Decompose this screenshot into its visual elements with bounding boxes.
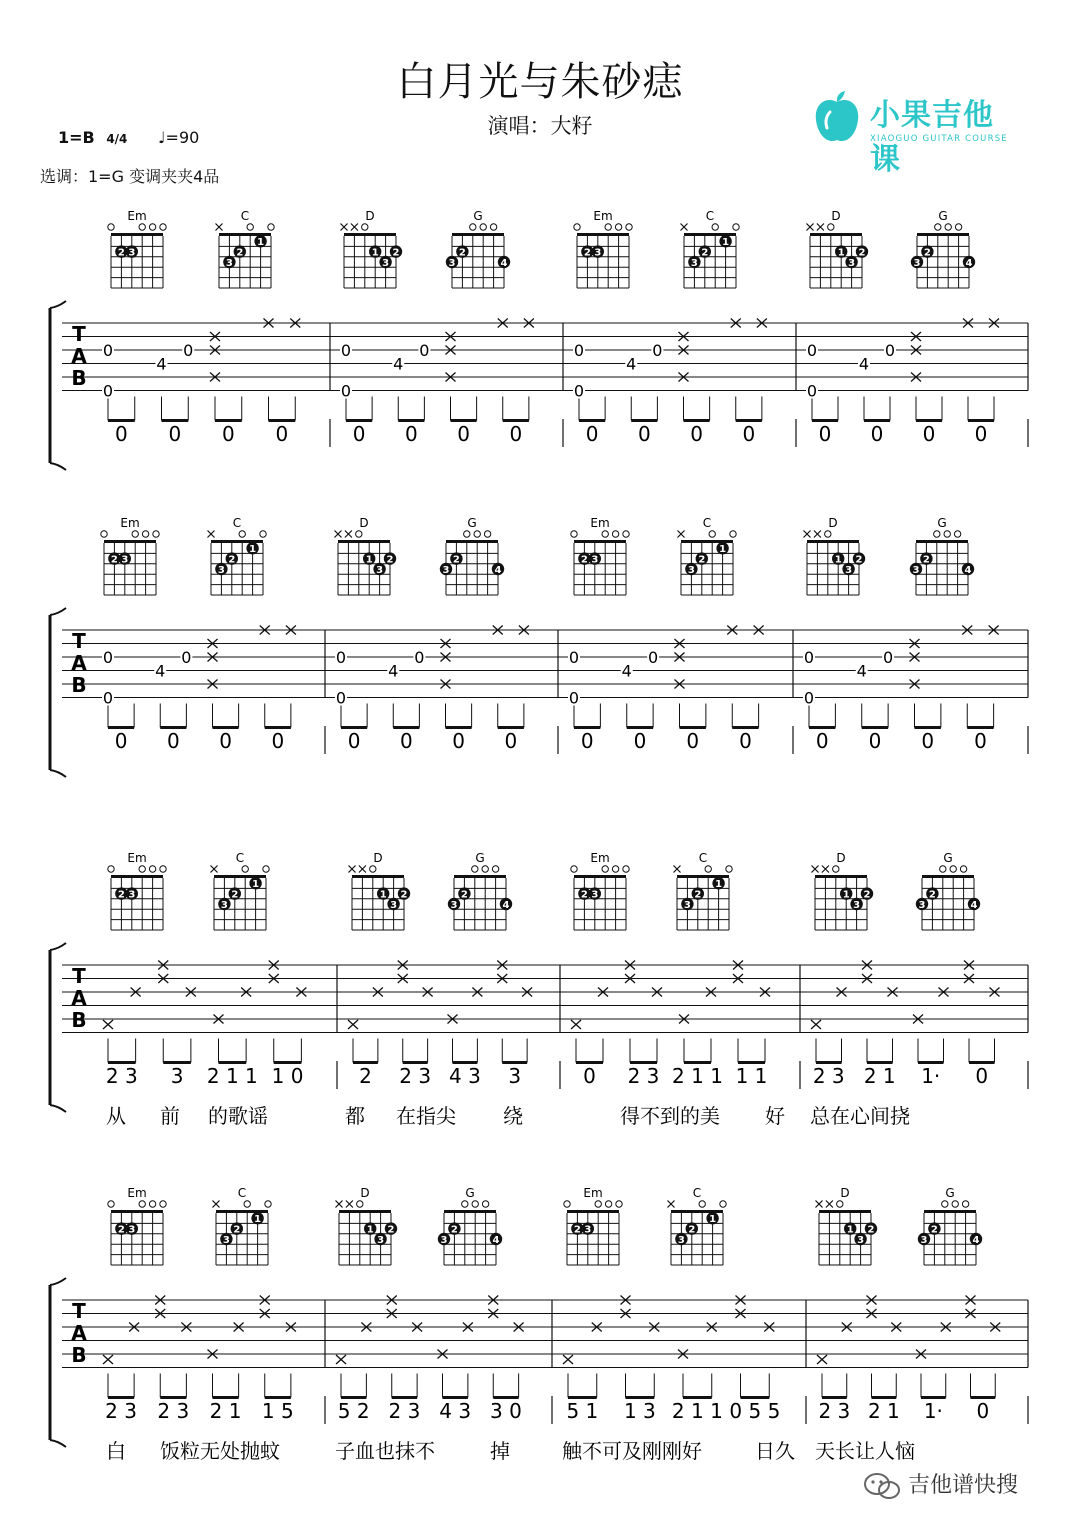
lyric-word: 总在心间挠 <box>810 1104 910 1128</box>
chord-diagram-c <box>668 1186 727 1265</box>
tab-system <box>50 851 1028 1128</box>
svg-text:2: 2 <box>688 1224 696 1236</box>
svg-text:3: 3 <box>845 565 853 576</box>
lyric-word: 绕 <box>503 1104 523 1128</box>
numbered-note: 0 <box>452 729 465 753</box>
tempo-value: =90 <box>165 128 200 147</box>
chord-name: D <box>828 516 838 530</box>
numbered-note: 0 <box>686 729 700 753</box>
numbered-note: 0 <box>509 422 523 446</box>
chord-diagram-em <box>571 516 629 595</box>
svg-text:1: 1 <box>254 1214 262 1226</box>
chord-diagram-d <box>807 209 869 288</box>
numbered-note: 5 1 <box>566 1399 599 1423</box>
tab-fret-number: 0 <box>884 341 896 360</box>
numbered-note: 1· <box>921 1064 941 1088</box>
svg-text:1: 1 <box>846 1224 854 1236</box>
lyric-word: 都 <box>345 1104 365 1128</box>
chord-diagram-g <box>918 1186 982 1265</box>
svg-text:3: 3 <box>377 1235 385 1246</box>
numbered-note: 1 1 <box>735 1064 768 1088</box>
numbered-note: 2 3 <box>105 1399 137 1423</box>
chord-name: Em <box>593 209 613 223</box>
svg-text:3: 3 <box>220 900 228 911</box>
svg-text:4: 4 <box>972 1235 980 1246</box>
tab-fret-number: 4 <box>856 661 867 681</box>
tab-fret-number: 0 <box>419 341 430 360</box>
numbered-note: 2 3 <box>399 1064 432 1088</box>
numbered-note: 2 3 <box>627 1064 660 1088</box>
tab-fret-number: 0 <box>335 688 347 708</box>
chord-name: Em <box>583 1186 603 1200</box>
svg-text:2: 2 <box>458 247 466 259</box>
tab-clef-letter: T <box>72 964 86 988</box>
svg-text:3: 3 <box>690 258 698 269</box>
chord-diagram-d <box>335 516 397 595</box>
tab-fret-number: 4 <box>858 354 870 374</box>
numbered-note: 2 1 1 <box>672 1064 723 1088</box>
lyric-word: 日久 <box>755 1439 795 1463</box>
svg-text:2: 2 <box>450 1224 458 1236</box>
svg-text:1: 1 <box>842 889 850 901</box>
tab-notes <box>102 626 999 754</box>
numbered-note: 0 <box>637 422 651 446</box>
tab-fret-number: 0 <box>568 688 580 708</box>
svg-text:2: 2 <box>387 1224 395 1236</box>
tab-fret-number: 4 <box>621 661 632 681</box>
svg-text:3: 3 <box>913 258 921 269</box>
chord-name: Em <box>120 516 140 530</box>
tab-clef-letter: T <box>72 1299 86 1323</box>
svg-text:3: 3 <box>440 1235 448 1246</box>
svg-text:2: 2 <box>694 889 702 901</box>
svg-text:2: 2 <box>923 247 931 259</box>
chord-diagram-em <box>108 851 166 930</box>
chord-name: G <box>475 851 485 865</box>
svg-text:1: 1 <box>366 1224 374 1236</box>
chord-diagram-em <box>571 851 629 930</box>
chord-name: C <box>232 516 242 530</box>
chord-diagram-g <box>440 516 504 595</box>
svg-text:3: 3 <box>594 247 602 259</box>
lyric-word: 的歌谣 <box>208 1104 268 1128</box>
numbered-note: 0 <box>976 1399 990 1423</box>
tab-system <box>50 516 1028 777</box>
chord-diagram-em <box>108 209 166 288</box>
key-value: 1=B <box>58 128 95 147</box>
numbered-note: 0 <box>114 729 128 753</box>
svg-text:2: 2 <box>460 889 468 901</box>
svg-text:2: 2 <box>583 247 591 259</box>
numbered-note: 5 2 <box>337 1399 370 1423</box>
svg-text:1: 1 <box>834 554 842 566</box>
tab-system <box>50 209 1028 470</box>
numbered-note: 0 <box>168 422 182 446</box>
numbered-note: 0 <box>583 1064 596 1088</box>
chord-name: Em <box>127 209 147 223</box>
svg-text:3: 3 <box>128 889 136 901</box>
chord-name: D <box>840 1186 850 1200</box>
chord-name: G <box>465 1186 475 1200</box>
chord-name: G <box>943 851 953 865</box>
numbered-note: 0 <box>974 422 988 446</box>
chord-name: Em <box>590 516 610 530</box>
tab-fret-number: 0 <box>414 648 425 667</box>
svg-text:3: 3 <box>442 565 450 576</box>
chord-diagram-g <box>448 851 512 930</box>
chord-name: C <box>705 209 715 223</box>
quarter-note-icon: ♩ <box>158 128 166 147</box>
singer-credit: 演唱：大籽 <box>487 114 593 138</box>
svg-text:4: 4 <box>492 1235 500 1246</box>
numbered-note: 0 <box>352 422 366 446</box>
chord-name: C <box>692 1186 702 1200</box>
svg-text:1: 1 <box>709 1214 717 1226</box>
svg-text:3: 3 <box>918 900 926 911</box>
chord-diagram-d <box>816 1186 878 1265</box>
chord-name: C <box>702 516 712 530</box>
tab-clef-letter: B <box>71 366 87 390</box>
svg-text:3: 3 <box>848 258 856 269</box>
tab-fret-number: 0 <box>573 381 585 401</box>
chord-name: D <box>831 209 841 223</box>
svg-text:1: 1 <box>715 879 723 891</box>
svg-text:4: 4 <box>502 900 510 911</box>
svg-text:2: 2 <box>922 554 930 566</box>
numbered-note: 2 3 <box>157 1399 190 1423</box>
numbered-note: 0 <box>399 729 413 753</box>
chord-diagram-g <box>916 851 980 930</box>
numbered-note: 0 <box>739 729 752 753</box>
numbered-note: 4 3 <box>439 1399 472 1423</box>
svg-text:2: 2 <box>867 1224 875 1236</box>
numbered-note: 0 <box>868 729 882 753</box>
svg-text:2: 2 <box>117 247 125 259</box>
numbered-note: 0 <box>504 729 518 753</box>
svg-text:2: 2 <box>580 889 588 901</box>
tab-fret-number: 0 <box>806 381 818 401</box>
svg-text:2: 2 <box>110 554 118 566</box>
numbered-note: 2 1 <box>863 1064 896 1088</box>
svg-text:2: 2 <box>400 889 408 901</box>
svg-text:2: 2 <box>233 1224 241 1236</box>
svg-text:3: 3 <box>128 1224 136 1236</box>
tab-clef-letter: B <box>71 673 87 697</box>
lyric-word: 前 <box>160 1104 180 1128</box>
svg-text:4: 4 <box>964 565 972 576</box>
tab-clef-letter: T <box>72 629 86 653</box>
numbered-note: 4 3 <box>449 1064 481 1088</box>
tab-fret-number: 4 <box>388 661 399 681</box>
chord-diagram-d <box>804 516 866 595</box>
svg-text:1: 1 <box>257 237 265 249</box>
svg-text:1: 1 <box>837 247 845 259</box>
lyric-word: 掉 <box>490 1439 510 1463</box>
lyric-word: 在指尖 <box>396 1104 456 1128</box>
numbered-note: 0 <box>975 1064 989 1088</box>
chord-diagram-d <box>349 851 411 930</box>
chord-diagram-em <box>101 516 159 595</box>
tab-clef-letter: A <box>71 986 87 1010</box>
chord-name: D <box>373 851 383 865</box>
svg-text:2: 2 <box>228 554 236 566</box>
numbered-note: 2 1 <box>867 1399 900 1423</box>
tab-fret-number: 0 <box>568 648 580 667</box>
lyric-word: 触不可及刚刚好 <box>562 1439 702 1463</box>
svg-text:4: 4 <box>500 258 508 269</box>
tab-fret-number: 0 <box>803 648 815 667</box>
chord-name: G <box>467 516 477 530</box>
chord-diagram-c <box>681 209 740 288</box>
lyric-word: 白 <box>106 1439 126 1463</box>
chord-name: D <box>360 1186 370 1200</box>
chord-name: G <box>473 209 483 223</box>
svg-text:1: 1 <box>252 879 260 891</box>
svg-text:3: 3 <box>683 900 691 911</box>
numbered-note: 0 <box>219 729 232 753</box>
chord-diagram-g <box>910 516 974 595</box>
svg-text:3: 3 <box>920 1235 928 1246</box>
numbered-note: 0 <box>818 422 832 446</box>
tab-fret-number: 0 <box>883 648 894 667</box>
tab-clef-letter: A <box>71 1321 87 1345</box>
numbered-note: 0 <box>115 422 128 446</box>
chord-diagram-g <box>911 209 975 288</box>
numbered-note: 0 <box>166 729 180 753</box>
tab-clef-letter: B <box>71 1008 87 1032</box>
chord-diagram-em <box>564 1186 622 1265</box>
time-signature: 4/4 <box>106 132 128 146</box>
chord-name: D <box>359 516 369 530</box>
chord-diagram-d <box>341 209 403 288</box>
svg-text:2: 2 <box>452 554 460 566</box>
svg-text:2: 2 <box>855 554 863 566</box>
chord-diagram-d <box>336 1186 398 1265</box>
numbered-note: 0 <box>585 422 599 446</box>
capo-instruction: 选调：1=G 变调夹夹4品 <box>40 167 220 186</box>
chord-diagram-em <box>574 209 632 288</box>
tab-system <box>50 1186 1028 1463</box>
tab-fret-number: 4 <box>155 661 166 681</box>
svg-text:4: 4 <box>965 258 973 269</box>
tab-fret-number: 0 <box>340 341 352 360</box>
svg-text:3: 3 <box>687 565 695 576</box>
chord-name: Em <box>590 851 610 865</box>
chord-diagram-c <box>213 1186 272 1265</box>
numbered-note: 0 <box>457 422 470 446</box>
chord-name: D <box>836 851 846 865</box>
svg-text:2: 2 <box>928 889 936 901</box>
numbered-note: 0 <box>222 422 235 446</box>
tab-notes <box>103 961 1000 1089</box>
svg-text:4: 4 <box>970 900 978 911</box>
tab-fret-number: 0 <box>652 341 663 360</box>
numbered-note: 0 <box>633 729 647 753</box>
numbered-note: 1· <box>923 1399 943 1423</box>
svg-text:2: 2 <box>573 1224 581 1236</box>
svg-text:2: 2 <box>117 889 125 901</box>
svg-text:3: 3 <box>382 258 390 269</box>
chord-diagram-c <box>674 851 733 930</box>
svg-text:2: 2 <box>117 1224 125 1236</box>
svg-text:3: 3 <box>450 900 458 911</box>
chord-name: G <box>938 209 948 223</box>
numbered-note: 2 1 1 <box>671 1399 723 1423</box>
chord-name: G <box>945 1186 955 1200</box>
svg-text:2: 2 <box>386 554 394 566</box>
svg-text:1: 1 <box>365 554 373 566</box>
tab-fret-number: 4 <box>626 354 637 374</box>
svg-text:3: 3 <box>222 1235 230 1246</box>
tab-fret-number: 0 <box>806 341 818 360</box>
svg-text:3: 3 <box>121 554 129 566</box>
chord-diagram-d <box>812 851 874 930</box>
numbered-note: 2 <box>359 1064 372 1088</box>
numbered-note: 2 1 1 <box>206 1064 258 1088</box>
lyric-word: 好 <box>765 1104 785 1128</box>
tab-fret-number: 4 <box>393 354 404 374</box>
svg-text:2: 2 <box>580 554 588 566</box>
numbered-note: 3 <box>508 1064 522 1088</box>
chord-diagram-c <box>216 209 275 288</box>
chord-diagram-c <box>678 516 737 595</box>
chord-name: Em <box>127 1186 147 1200</box>
numbered-note: 0 <box>271 729 285 753</box>
numbered-note: 2 3 <box>818 1399 851 1423</box>
tab-fret-number: 0 <box>335 648 347 667</box>
svg-text:1: 1 <box>379 889 387 901</box>
tab-clef-letter: B <box>71 1343 87 1367</box>
tab-clef-letter: A <box>71 651 87 675</box>
svg-text:2: 2 <box>236 247 244 259</box>
tab-fret-number: 0 <box>102 381 114 401</box>
svg-text:2: 2 <box>231 889 239 901</box>
svg-text:3: 3 <box>584 1224 592 1236</box>
lyric-word: 天长让人恼 <box>815 1439 915 1463</box>
chord-diagram-c <box>211 851 270 930</box>
numbered-note: 0 <box>580 729 594 753</box>
svg-text:1: 1 <box>249 544 257 556</box>
logo-subtext: XIAOGUO GUITAR COURSE <box>870 134 1008 144</box>
numbered-note: 3 0 <box>490 1399 522 1423</box>
wechat-icon <box>862 1471 902 1501</box>
svg-text:1: 1 <box>722 237 730 249</box>
tab-fret-number: 0 <box>102 341 114 360</box>
chord-name: C <box>235 851 245 865</box>
svg-text:3: 3 <box>448 258 456 269</box>
tab-fret-number: 0 <box>573 341 585 360</box>
lyric-word: 子血也抹不 <box>335 1439 435 1463</box>
svg-text:1: 1 <box>719 544 727 556</box>
svg-text:1: 1 <box>371 247 379 259</box>
svg-text:3: 3 <box>128 247 136 259</box>
tab-fret-number: 0 <box>648 648 659 667</box>
watermark-text: 吉他谱快搜 <box>908 1473 1019 1498</box>
numbered-note: 1 5 <box>261 1399 294 1423</box>
chord-name: C <box>698 851 708 865</box>
numbered-note: 0 <box>815 729 829 753</box>
tab-fret-number: 4 <box>156 354 167 374</box>
tab-fret-number: 0 <box>181 648 192 667</box>
song-title: 白月光与朱砂痣 <box>396 59 684 105</box>
svg-text:3: 3 <box>853 900 861 911</box>
numbered-note: 2 1 <box>209 1399 242 1423</box>
chord-diagram-em <box>108 1186 166 1265</box>
tab-fret-number: 0 <box>102 688 114 708</box>
svg-text:2: 2 <box>863 889 871 901</box>
numbered-note: 0 <box>690 422 703 446</box>
watermark <box>862 1468 1018 1501</box>
chord-name: Em <box>127 851 147 865</box>
tab-fret-number: 0 <box>102 648 114 667</box>
svg-text:2: 2 <box>701 247 709 259</box>
svg-text:3: 3 <box>376 565 384 576</box>
chord-name: G <box>937 516 947 530</box>
lyric-word: 得不到的美 <box>620 1104 720 1128</box>
tab-fret-number: 0 <box>183 341 194 360</box>
chord-name: C <box>237 1186 247 1200</box>
chord-diagram-g <box>438 1186 502 1265</box>
svg-text:3: 3 <box>912 565 920 576</box>
svg-text:2: 2 <box>392 247 400 259</box>
svg-text:3: 3 <box>217 565 225 576</box>
logo-text: 小果吉他课 <box>870 98 994 177</box>
tab-notes <box>102 319 999 447</box>
numbered-note: 0 <box>404 422 418 446</box>
tab-clef-letter: A <box>71 344 87 368</box>
numbered-note: 0 <box>974 729 987 753</box>
svg-text:2: 2 <box>698 554 706 566</box>
chord-name: C <box>240 209 250 223</box>
tab-fret-number: 0 <box>803 688 815 708</box>
numbered-note: 1 3 <box>623 1399 656 1423</box>
numbered-note: 0 <box>275 422 289 446</box>
chord-name: D <box>365 209 375 223</box>
lyric-word: 饭粒无处抛蚊 <box>160 1439 280 1463</box>
numbered-note: 3 <box>170 1064 184 1088</box>
chord-diagram-g <box>446 209 510 288</box>
tab-clef-letter: T <box>72 322 86 346</box>
svg-text:3: 3 <box>857 1235 865 1246</box>
svg-text:2: 2 <box>930 1224 938 1236</box>
numbered-note: 1 0 <box>271 1064 304 1088</box>
numbered-note: 0 <box>742 422 756 446</box>
chord-diagram-c <box>208 516 267 595</box>
svg-text:3: 3 <box>390 900 398 911</box>
tab-fret-number: 0 <box>340 381 352 401</box>
numbered-note: 2 3 <box>812 1064 845 1088</box>
numbered-note: 0 <box>347 729 361 753</box>
svg-text:4: 4 <box>494 565 502 576</box>
svg-text:3: 3 <box>591 554 599 566</box>
numbered-note: 0 5 5 <box>729 1399 781 1423</box>
numbered-note: 2 3 <box>388 1399 421 1423</box>
numbered-note: 2 3 <box>105 1064 138 1088</box>
svg-text:3: 3 <box>225 258 233 269</box>
numbered-note: 0 <box>870 422 884 446</box>
svg-text:3: 3 <box>591 889 599 901</box>
numbered-note: 0 <box>922 422 936 446</box>
svg-text:2: 2 <box>858 247 866 259</box>
svg-text:3: 3 <box>677 1235 685 1246</box>
lyric-word: 从 <box>106 1104 126 1128</box>
numbered-note: 0 <box>921 729 935 753</box>
